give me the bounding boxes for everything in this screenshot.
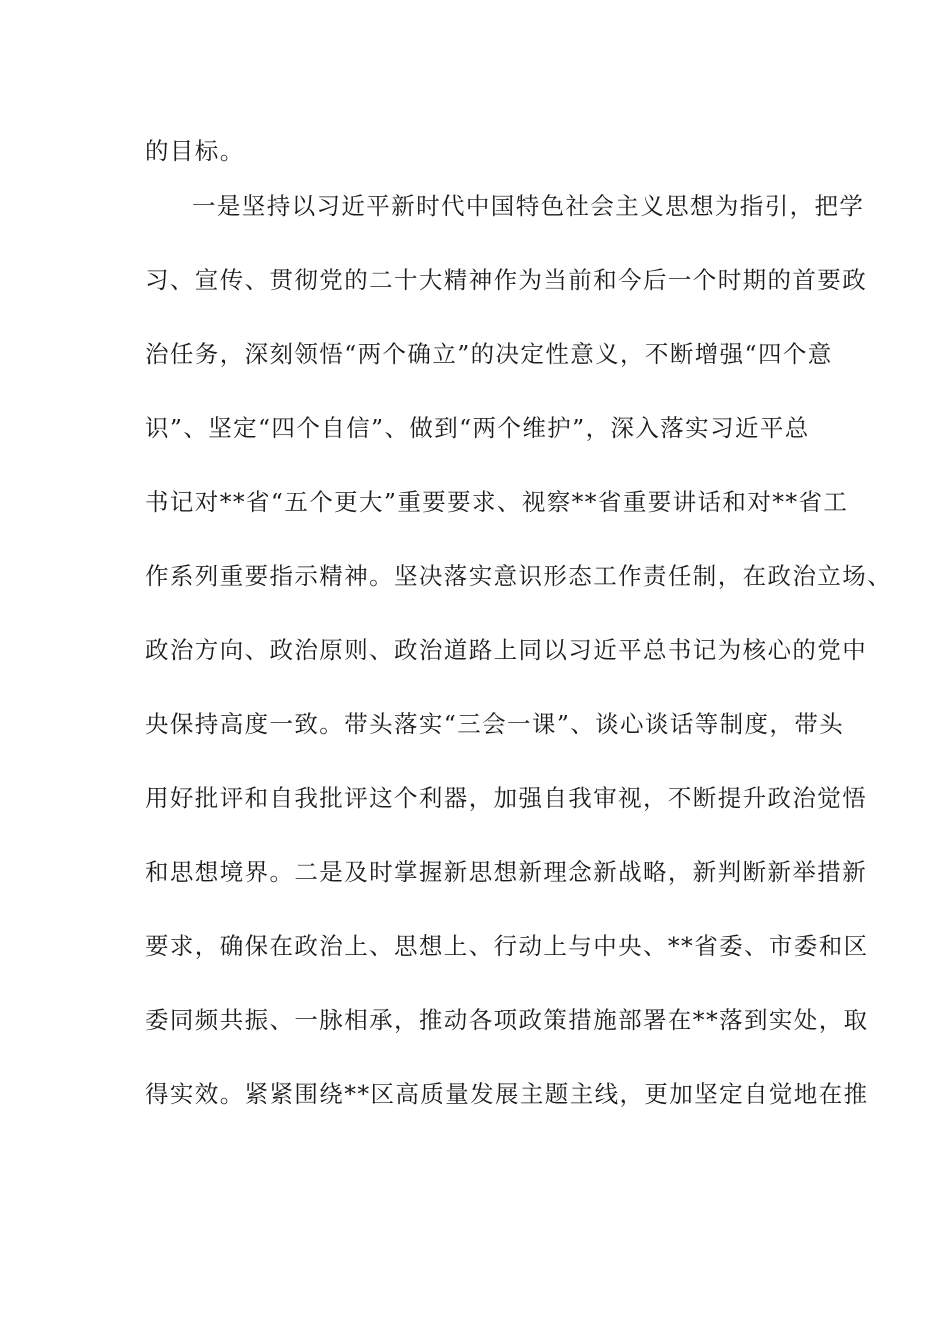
text-line: 的目标。 bbox=[145, 137, 245, 165]
text-line: 治任务，深刻领悟“两个确立”的决定性意义，不断增强“四个意 bbox=[145, 340, 833, 368]
text-line: 政治方向、政治原则、政治道路上同以习近平总书记为核心的党中 bbox=[145, 636, 868, 664]
text-line: 作系列重要指示精神。坚决落实意识形态工作责任制，在政治立场、 bbox=[145, 562, 892, 590]
text-line: 和思想境界。二是及时掌握新思想新理念新战略，新判断新举措新 bbox=[145, 858, 868, 886]
text-line: 用好批评和自我批评这个利器，加强自我审视，不断提升政治觉悟 bbox=[145, 784, 868, 812]
text-line: 习、宣传、贯彻党的二十大精神作为当前和今后一个时期的首要政 bbox=[145, 266, 868, 294]
text-line: 央保持高度一致。带头落实“三会一课”、谈心谈话等制度，带头 bbox=[145, 710, 845, 738]
text-line: 委同频共振、一脉相承，推动各项政策措施部署在**落到实处，取 bbox=[145, 1006, 869, 1034]
text-line: 得实效。紧紧围绕**区高质量发展主题主线，更加坚定自觉地在推 bbox=[145, 1080, 869, 1108]
text-line: 书记对**省“五个更大”重要要求、视察**省重要讲话和对**省工 bbox=[145, 488, 849, 516]
text-line: 要求，确保在政治上、思想上、行动上与中央、**省委、市委和区 bbox=[145, 932, 869, 960]
text-line: 一是坚持以习近平新时代中国特色社会主义思想为指引，把学 bbox=[192, 192, 865, 220]
text-line: 识”、坚定“四个自信”、做到“两个维护”，深入落实习近平总 bbox=[145, 414, 810, 442]
